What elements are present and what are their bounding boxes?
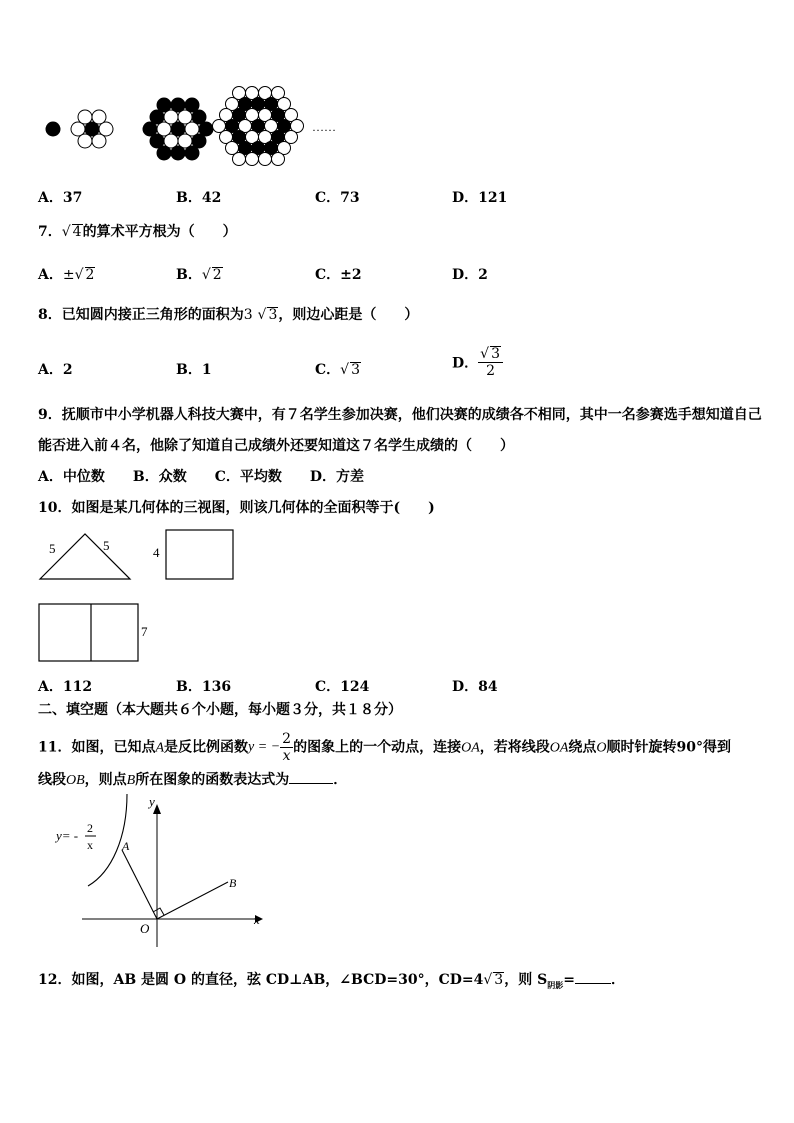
pattern-2 <box>71 110 113 148</box>
front-height-label: 7 <box>141 624 148 639</box>
q6-option-c: C．73 <box>315 190 360 206</box>
pattern-4 <box>213 87 304 166</box>
q6-option-b: B．42 <box>176 190 222 206</box>
q8-option-d: D． $\frac{√ 3}{2}$ <box>452 346 503 379</box>
q10-question: 10．如图是某几何体的三视图，则该几何体的全面积等于( ) <box>38 500 435 516</box>
y-axis-label: y <box>149 794 155 809</box>
point-a-label: A <box>122 839 130 853</box>
q9-options: A．中位数 B．众数 C．平均数 D．方差 <box>38 469 364 485</box>
q7-option-b: B．√ 2 <box>176 267 222 283</box>
q8-question: 8．已知圆内接正三角形的面积为3 √ 3，则边心距是（ ） <box>38 307 419 323</box>
pattern-1 <box>46 122 60 136</box>
dots-ellipsis: …… <box>312 120 336 134</box>
three-view-figure <box>30 526 260 668</box>
q12-answer-blank <box>575 971 611 984</box>
q7-option-c: C．±2 <box>315 267 362 283</box>
q11-line1: 11．如图，已知点A是反比例函数y = − $\frac{2}{x}$ 的图象上的一个动点，连接OA，若将线段OA绕点O顺时针旋转90°得到 <box>38 731 732 764</box>
q7-option-d: D．2 <box>452 267 488 283</box>
q11-answer-blank <box>289 771 333 784</box>
origin-label: O <box>140 921 150 936</box>
pattern-3 <box>143 98 213 160</box>
rect-height-label: 4 <box>153 545 160 560</box>
q12-question: 12．如图，AB 是圆 O 的直径，弦 CD⊥AB，∠BCD=30°，CD=4√ 3，则 $S_{阴影}=$ ． <box>38 972 625 990</box>
q6-option-a: A．37 <box>38 190 83 206</box>
front-view-rect <box>39 604 138 661</box>
curve-equation-numerator: 2 <box>87 821 93 835</box>
q7-question: 7．√ 4的算术平方根为（ ） <box>38 224 237 240</box>
q6-option-d: D．121 <box>452 190 508 206</box>
point-b-label: B <box>229 876 237 890</box>
dot-pattern-figure <box>36 84 346 170</box>
triangle-right-label: 5 <box>103 538 110 553</box>
curve-equation-prefix: y= - <box>56 828 79 843</box>
q10-option-b: B．136 <box>176 679 232 695</box>
q8-option-c: C．√ 3 <box>315 362 360 378</box>
top-view-rect <box>166 530 233 579</box>
q11-coordinate-figure <box>50 792 280 954</box>
q10-option-a: A．112 <box>38 679 93 695</box>
x-axis-label: x <box>254 912 260 927</box>
section2-title: 二、填空题（本大题共６个小题，每小题３分，共１８分） <box>38 702 402 718</box>
q7-option-a: A．±√ 2 <box>38 267 95 283</box>
q11-line2: 线段OB，则点B所在图象的函数表达式为 ． <box>38 772 348 788</box>
segment-oa <box>122 850 157 919</box>
q7-radicand: 4 <box>72 224 82 240</box>
q8-option-b: B．1 <box>176 362 212 378</box>
curve-equation-denominator: x <box>87 838 93 852</box>
q9-line2: 能否进入前４名，他除了知道自己成绩外还要知道这７名学生成绩的（ ） <box>38 438 514 454</box>
triangle-left-label: 5 <box>49 541 56 556</box>
q10-option-c: C．124 <box>315 679 370 695</box>
q9-line1: 9．抚顺市中小学机器人科技大赛中，有７名学生参加决赛，他们决赛的成绩各不相同，其中一名参赛选手想知道自己 <box>38 407 762 423</box>
segment-ob <box>157 882 228 919</box>
q10-option-d: D．84 <box>452 679 498 695</box>
q8-option-a: A．2 <box>38 362 73 378</box>
